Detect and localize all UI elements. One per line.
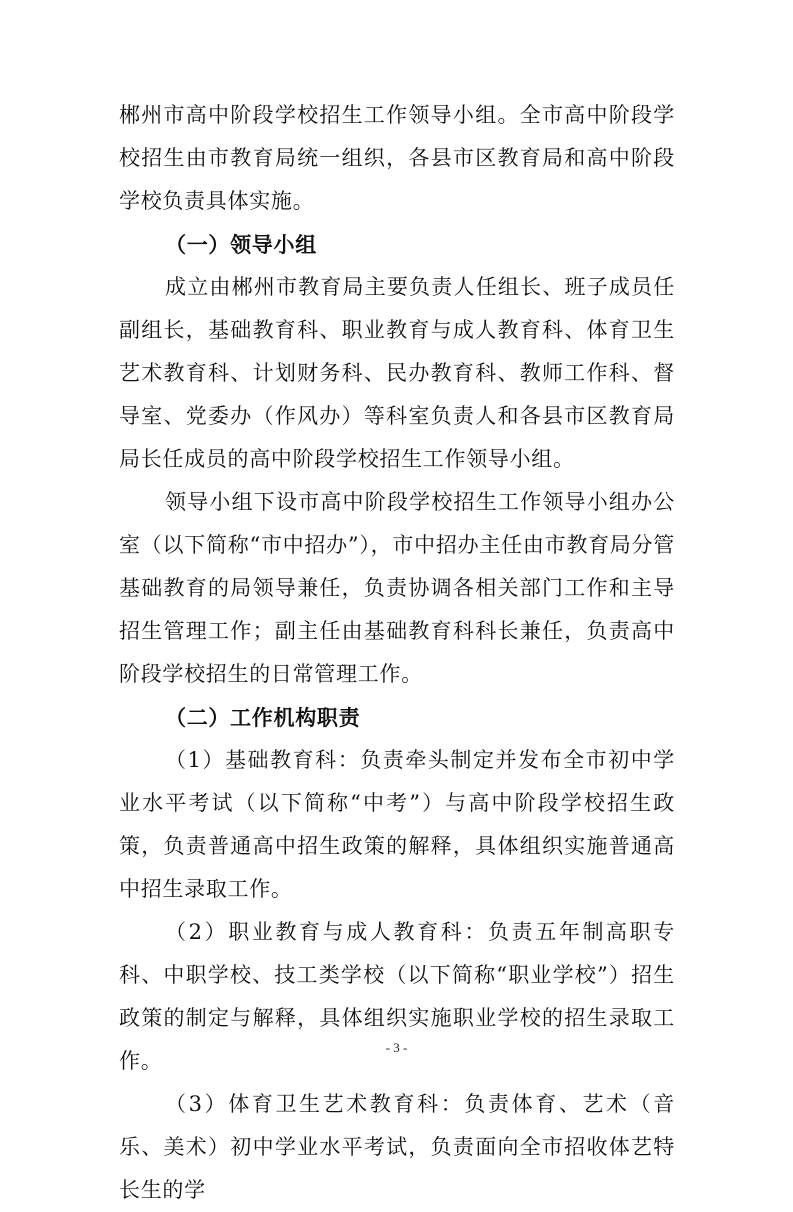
paragraph-item-1: （1）基础教育科：负责牵头制定并发布全市初中学业水平考试（以下简称“中考”）与高中阶段学校招生政策，负责普通高中招生政策的解释，具体组织实施普通高中招生录取工作。 (119, 748, 675, 901)
section-heading-leadership-group: （一）领导小组 (165, 232, 317, 257)
section-heading-responsibilities: （二）工作机构职责 (165, 705, 361, 730)
paragraph-item-3: （3）体育卫生艺术教育科：负责体育、艺术（音乐、美术）初中学业水平考试，负责面向全市招收体艺特长生的学 (119, 1092, 675, 1202)
page-number: - 3 - (385, 1040, 408, 1055)
paragraph-leadership-group: 成立由郴州市教育局主要负责人任组长、班子成员任副组长，基础教育科、职业教育与成人教育科、体育卫生艺术教育科、计划财务科、民办教育科、教师工作科、督导室、党委办（作风办）等科室负责人和各县市区教育局局长任成员的高中阶段学校招生工作领导小组。 (119, 275, 675, 471)
paragraph-item-2: （2）职业教育与成人教育科：负责五年制高职专科、中职学校、技工类学校（以下简称“职业学校”）招生政策的制定与解释，具体组织实施职业学校的招生录取工作。 (119, 920, 675, 1073)
paragraph-office: 领导小组下设市高中阶段学校招生工作领导小组办公室（以下简称“市中招办”），市中招办主任由市教育局分管基础教育的局领导兼任，负责协调各相关部门工作和主导招生管理工作；副主任由基础教育科科长兼任，负责高中阶段学校招生的日常管理工作。 (119, 490, 675, 686)
paragraph-continuation: 郴州市高中阶段学校招生工作领导小组。全市高中阶段学校招生由市教育局统一组织，各县市区教育局和高中阶段学校负责具体实施。 (119, 103, 675, 213)
